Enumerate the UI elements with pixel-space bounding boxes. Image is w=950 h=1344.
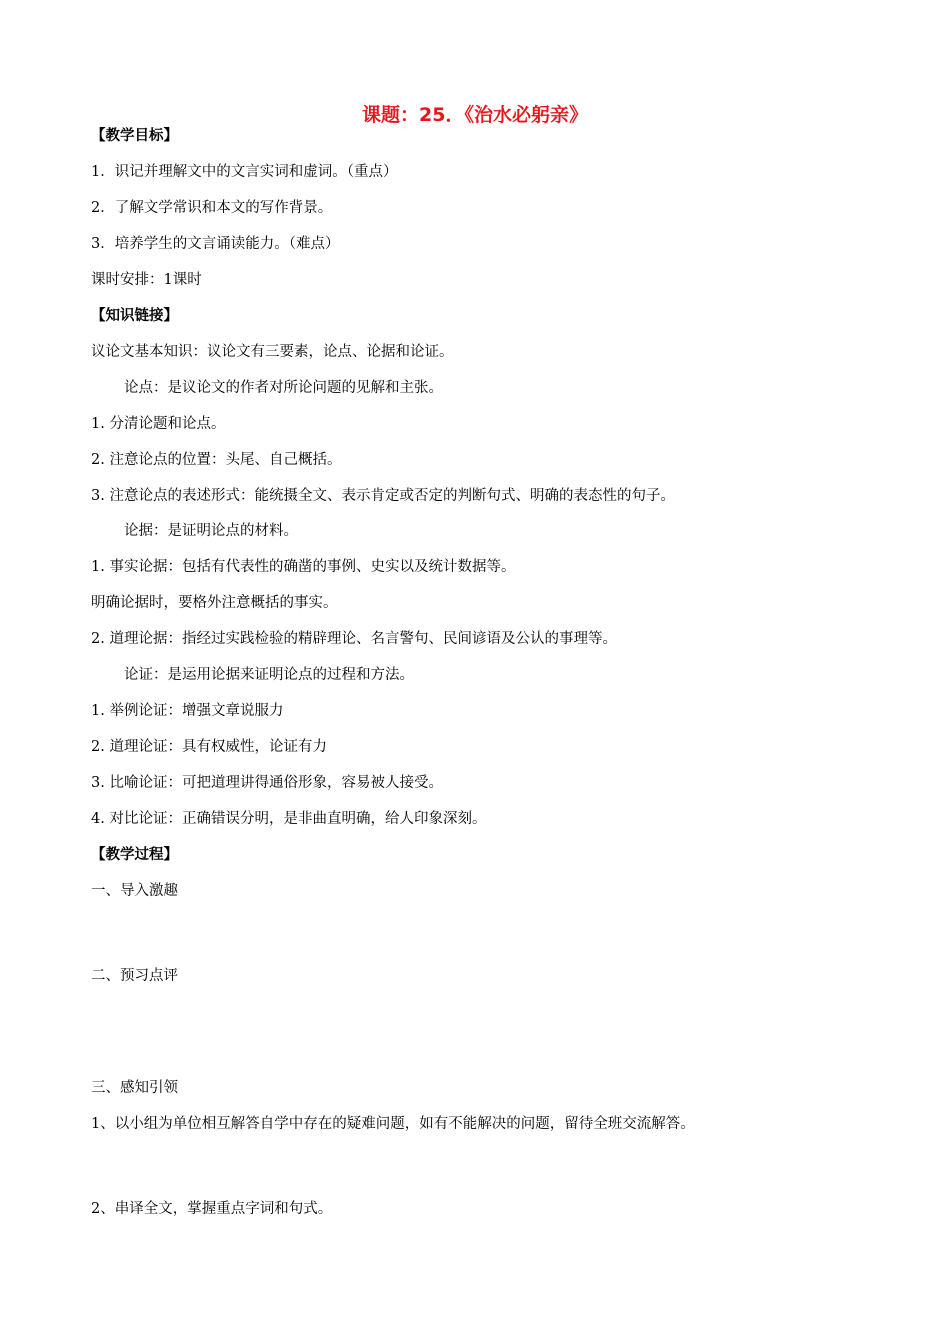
list-item-reasoning-3: 3. 比喻论证：可把道理讲得通俗形象，容易被人接受。: [91, 775, 443, 791]
paragraph-argument-basics: 议论文基本知识：议论文有三要素，论点、论据和论证。: [91, 344, 454, 360]
step-heading-perception: 三、感知引领: [91, 1080, 178, 1096]
objective-item-3: 3．培养学生的文言诵读能力。（难点）: [91, 236, 340, 252]
list-item-reasoning-1: 1. 举例论证：增强文章说服力: [91, 703, 284, 719]
list-item-reasoning-2: 2. 道理论证：具有权威性，论证有力: [91, 739, 327, 755]
section-heading-knowledge: 【知识链接】: [91, 307, 178, 324]
list-item-thesis-1: 1. 分清论题和论点。: [91, 416, 226, 432]
list-item-evidence-2: 2. 道理论据：指经过实践检验的精辟理论、名言警句、民间谚语及公认的事理等。: [91, 631, 617, 647]
perception-item-1: 1、以小组为单位相互解答自学中存在的疑难问题，如有不能解决的问题，留待全班交流解答。: [91, 1116, 695, 1132]
objective-item-2: 2．了解文学常识和本文的写作背景。: [91, 200, 333, 216]
document-title: 课题：25．《治水必躬亲》: [362, 104, 588, 126]
step-heading-preview: 二、预习点评: [91, 968, 178, 984]
section-heading-process: 【教学过程】: [91, 846, 178, 863]
paragraph-evidence-note: 明确论据时，要格外注意概括的事实。: [91, 595, 338, 611]
paragraph-reasoning-definition: 论证：是运用论据来证明论点的过程和方法。: [124, 667, 414, 683]
paragraph-evidence-definition: 论据：是证明论点的材料。: [124, 523, 298, 539]
list-item-thesis-3: 3. 注意论点的表述形式：能统摄全文、表示肯定或否定的判断句式、明确的表态性的句子。: [91, 488, 675, 504]
list-item-thesis-2: 2. 注意论点的位置：头尾、自己概括。: [91, 452, 342, 468]
section-heading-objectives: 【教学目标】: [91, 127, 178, 144]
class-schedule: 课时安排：1课时: [91, 272, 202, 288]
perception-item-2: 2、串译全文，掌握重点字词和句式。: [91, 1201, 333, 1217]
paragraph-thesis-definition: 论点：是议论文的作者对所论问题的见解和主张。: [124, 380, 443, 396]
list-item-reasoning-4: 4. 对比论证：正确错误分明，是非曲直明确，给人印象深刻。: [91, 811, 487, 827]
step-heading-intro: 一、导入激趣: [91, 883, 178, 899]
list-item-evidence-1: 1. 事实论据：包括有代表性的确凿的事例、史实以及统计数据等。: [91, 559, 516, 575]
objective-item-1: 1．识记并理解文中的文言实词和虚词。（重点）: [91, 164, 398, 180]
